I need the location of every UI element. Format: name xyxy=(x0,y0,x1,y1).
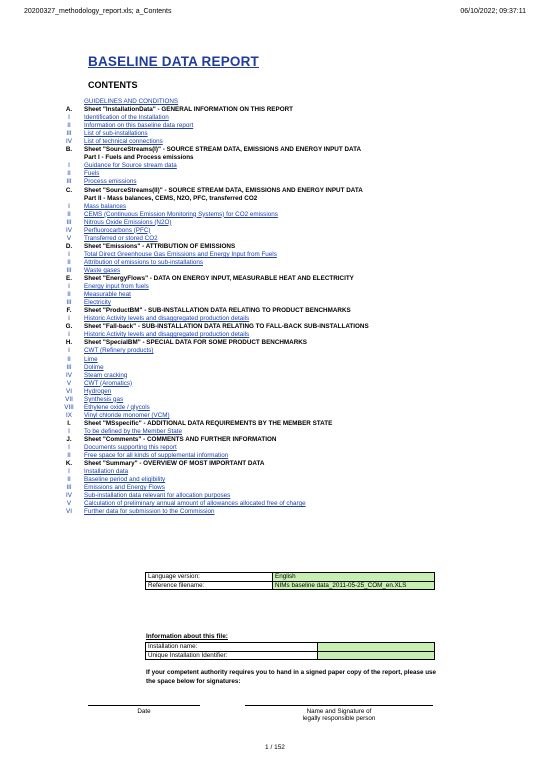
toc-text[interactable]: Waste gases xyxy=(84,266,121,274)
toc-text[interactable]: Total Direct Greenhouse Gas Emissions and Energy Input from Fuels xyxy=(84,250,277,258)
toc-link[interactable] xyxy=(54,444,524,452)
name-signature-label-line1: Name and Signature of xyxy=(306,708,372,715)
toc-section xyxy=(54,146,524,154)
toc-text[interactable]: Synthesis gas xyxy=(84,395,124,403)
toc-number: C. xyxy=(65,186,73,194)
toc-link[interactable] xyxy=(54,347,524,355)
installation-identifier-label: Unique Installation Identifier: xyxy=(146,651,318,660)
toc-number: III xyxy=(66,266,72,274)
toc-link[interactable] xyxy=(54,219,524,227)
date-label: Date xyxy=(137,708,151,715)
language-table xyxy=(145,572,435,590)
toc-text[interactable]: Hydrogen xyxy=(84,387,112,395)
toc-link[interactable] xyxy=(54,315,524,323)
reference-filename-label: Reference filename: xyxy=(146,581,273,590)
toc-link[interactable] xyxy=(54,211,524,219)
toc-text[interactable]: Energy input from fuels xyxy=(84,283,149,291)
toc-text[interactable]: Measurable heat xyxy=(84,291,131,299)
toc-number: I xyxy=(68,162,70,170)
toc-text[interactable]: Free space for all kinds of supplemental information xyxy=(84,452,229,460)
toc-number: I xyxy=(68,283,70,291)
toc-link[interactable] xyxy=(54,404,524,412)
toc-text: Sheet "SourceStreams(II)" - SOURCE STREAM DATA, EMISSIONS AND ENERGY INPUT DATA xyxy=(84,186,363,194)
toc-text[interactable]: Sub-installation data relevant for allocation purposes xyxy=(84,492,231,500)
toc-link[interactable] xyxy=(54,251,524,259)
toc-text: Sheet "SpecialBM" - SPECIAL DATA FOR SOME PRODUCT BENCHMARKS xyxy=(84,339,307,347)
toc-number xyxy=(54,98,84,106)
toc-link[interactable] xyxy=(54,162,524,170)
toc-link[interactable] xyxy=(54,291,524,299)
header-filename: 20200327_methodology_report.xls; a_Contents xyxy=(24,8,172,15)
toc-section xyxy=(54,243,524,251)
toc-text[interactable]: CWT (Refinery products) xyxy=(84,347,154,355)
toc-number: III xyxy=(66,299,72,307)
toc-text[interactable]: Installation data xyxy=(84,468,129,476)
installation-name-label: Installation name: xyxy=(146,643,318,652)
toc-text[interactable]: Historic Activity levels and disaggregated production details xyxy=(84,315,250,323)
toc-text[interactable]: Electricity xyxy=(84,299,111,307)
name-signature-line xyxy=(245,705,433,706)
toc-link[interactable] xyxy=(54,138,524,146)
table-of-contents xyxy=(54,98,524,516)
toc-subheading xyxy=(54,195,524,203)
toc-link[interactable] xyxy=(54,356,524,364)
header-datetime: 06/10/2022; 09:37:11 xyxy=(460,8,526,15)
toc-text[interactable]: CWT (Aromatics) xyxy=(84,379,133,387)
toc-link[interactable] xyxy=(54,452,524,460)
toc-number: I xyxy=(68,315,70,323)
toc-link[interactable] xyxy=(54,396,524,404)
toc-text: Sheet "EnergyFlows" - DATA ON ENERGY INPUT, MEASURABLE HEAT AND ELECTRICITY xyxy=(84,275,354,283)
toc-section xyxy=(54,420,524,428)
toc-link[interactable] xyxy=(54,299,524,307)
toc-link[interactable] xyxy=(54,492,524,500)
toc-section xyxy=(54,187,524,195)
toc-text: Sheet "Comments" - COMMENTS AND FURTHER INFORMATION xyxy=(84,435,277,443)
toc-text[interactable]: Dolime xyxy=(84,363,104,371)
toc-number: III xyxy=(66,484,72,492)
language-label: Language version: xyxy=(146,573,273,582)
toc-number: II xyxy=(67,452,71,460)
toc-text: Sheet "MSspecific" - ADDITIONAL DATA REQUIREMENTS BY THE MEMBER STATE xyxy=(84,419,333,427)
toc-number: IV xyxy=(66,226,72,234)
name-signature-label-line2: legally responsible person xyxy=(302,715,376,722)
toc-link[interactable] xyxy=(54,372,524,380)
toc-text[interactable]: CEMS (Continuous Emission Monitoring Systems) for CO2 emissions xyxy=(84,210,278,218)
toc-link[interactable] xyxy=(54,178,524,186)
toc-number: I xyxy=(68,331,70,339)
toc-text[interactable]: Steam cracking xyxy=(84,371,128,379)
toc-number: VII xyxy=(65,395,73,403)
toc-section xyxy=(54,460,524,468)
toc-text: Sheet "Fall-back" - SUB-INSTALLATION DATA RELATING TO FALL-BACK SUB-INSTALLATIONS xyxy=(84,323,369,331)
toc-number: IV xyxy=(66,371,72,379)
toc-text[interactable]: Historic Activity levels and disaggregated production details xyxy=(84,331,250,339)
toc-text[interactable]: Fuels xyxy=(84,170,100,178)
toc-text[interactable]: Information on this baseline data report xyxy=(84,122,194,130)
toc-number: G. xyxy=(65,323,73,331)
toc-text: Sheet "SourceStreams(I)" - SOURCE STREAM DATA, EMISSIONS AND ENERGY INPUT DATA xyxy=(84,146,362,154)
toc-number: II xyxy=(67,476,71,484)
toc-link[interactable] xyxy=(54,508,524,516)
toc-number: B. xyxy=(65,146,73,154)
toc-text[interactable]: Identification of the Installation xyxy=(84,114,169,122)
toc-text: Part I - Fuels and Process emissions xyxy=(84,154,194,162)
print-header xyxy=(24,8,526,15)
toc-number: II xyxy=(67,258,71,266)
toc-link[interactable] xyxy=(54,500,524,508)
toc-text[interactable]: Calculation of preliminary annual amount of allowances allocated free of charge xyxy=(84,500,306,508)
toc-number: I xyxy=(68,250,70,258)
toc-subheading xyxy=(54,154,524,162)
toc-number: IX xyxy=(66,411,72,419)
toc-section xyxy=(54,106,524,114)
toc-text[interactable]: Process emissions xyxy=(84,178,137,186)
toc-section xyxy=(54,339,524,347)
toc-number: III xyxy=(66,130,72,138)
toc-number: III xyxy=(66,363,72,371)
toc-number: I xyxy=(68,427,70,435)
toc-number: II xyxy=(67,210,71,218)
toc-text[interactable]: Baseline period and eligibility xyxy=(84,476,166,484)
toc-link[interactable] xyxy=(54,412,524,420)
toc-link[interactable] xyxy=(54,122,524,130)
page-number: 1 / 152 xyxy=(265,744,285,751)
toc-number: D. xyxy=(65,242,73,250)
toc-text[interactable]: Perfluorocarbons (PFC) xyxy=(84,226,151,234)
toc-number: IV xyxy=(66,492,72,500)
toc-link[interactable] xyxy=(54,380,524,388)
toc-text[interactable]: Ethylene oxide / glycols xyxy=(84,403,150,411)
toc-link[interactable] xyxy=(54,331,524,339)
toc-text[interactable]: Mass balances xyxy=(84,202,126,210)
toc-number: II xyxy=(67,355,71,363)
toc-number: V xyxy=(66,234,72,242)
toc-text[interactable]: Guidance for Source stream data xyxy=(84,162,177,170)
toc-number: IV xyxy=(66,138,72,146)
toc-number: VI xyxy=(66,387,72,395)
toc-number: VI xyxy=(66,508,72,516)
file-info-table xyxy=(145,642,435,660)
toc-link[interactable] xyxy=(54,283,524,291)
toc-text: Part II - Mass balances, CEMS, N2O, PFC, transferred CO2 xyxy=(84,194,258,202)
toc-link[interactable] xyxy=(54,259,524,267)
toc-number: II xyxy=(67,170,71,178)
toc-number: II xyxy=(67,122,71,130)
toc-number: K. xyxy=(65,460,73,468)
toc-number: F. xyxy=(66,307,72,315)
toc-link[interactable] xyxy=(54,388,524,396)
reference-filename-value[interactable]: NIMs baseline data_2011-05-25_COM_en.XLS xyxy=(273,581,435,590)
toc-number xyxy=(54,195,84,203)
toc-text[interactable]: List of sub-installations xyxy=(84,130,148,138)
toc-number: E. xyxy=(66,275,72,283)
toc-text: Sheet "ProductBM" - SUB-INSTALLATION DATA RELATING TO PRODUCT BENCHMARKS xyxy=(84,307,351,315)
toc-text[interactable]: Emissions and Energy Flows xyxy=(84,484,165,492)
toc-number: V xyxy=(66,500,72,508)
toc-link[interactable] xyxy=(54,428,524,436)
toc-text[interactable]: Further data for submission to the Commission xyxy=(84,508,215,516)
file-info-title: Information about this file: xyxy=(146,633,228,640)
toc-text: Sheet "InstallationData" - GENERAL INFORMATION ON THIS REPORT xyxy=(84,106,294,114)
toc-section xyxy=(54,275,524,283)
toc-number: V xyxy=(66,379,72,387)
toc-number: I. xyxy=(67,419,71,427)
toc-text[interactable]: Lime xyxy=(84,355,98,363)
name-signature-label xyxy=(245,708,433,722)
toc-link[interactable] xyxy=(54,476,524,484)
toc-link[interactable] xyxy=(54,98,524,106)
signature-note: If your competent authority requires you to hand in a signed paper copy of the report, please use the space below for signatures: xyxy=(146,669,437,685)
toc-section xyxy=(54,436,524,444)
toc-link[interactable] xyxy=(54,364,524,372)
toc-link[interactable] xyxy=(54,267,524,275)
toc-text: Sheet "Emissions" - ATTRIBUTION OF EMISSIONS xyxy=(84,242,236,250)
toc-link[interactable] xyxy=(54,235,524,243)
toc-section xyxy=(54,323,524,331)
toc-number: VIII xyxy=(64,403,74,411)
toc-text: Sheet "Summary" - OVERVIEW OF MOST IMPORTANT DATA xyxy=(84,460,265,468)
toc-text[interactable]: Vinyl chloride monomer (VCM) xyxy=(84,411,170,419)
toc-text[interactable]: Attribution of emissions to sub-installations xyxy=(84,258,203,266)
toc-link[interactable] xyxy=(54,170,524,178)
language-value[interactable]: English xyxy=(273,573,435,582)
toc-number: I xyxy=(68,114,70,122)
toc-text[interactable]: Nitrous Oxide Emissions (N2O) xyxy=(84,218,172,226)
toc-link[interactable] xyxy=(54,203,524,211)
toc-section xyxy=(54,307,524,315)
toc-number: III xyxy=(66,178,72,186)
toc-link[interactable] xyxy=(54,130,524,138)
toc-number: I xyxy=(68,468,70,476)
installation-name-field[interactable] xyxy=(318,643,435,652)
toc-number: II xyxy=(67,291,71,299)
toc-link[interactable] xyxy=(54,114,524,122)
toc-link[interactable] xyxy=(54,468,524,476)
toc-text[interactable]: Documents supporting this report xyxy=(84,444,177,452)
toc-number: I xyxy=(68,202,70,210)
toc-text[interactable]: GUIDELINES AND CONDITIONS xyxy=(84,98,179,105)
toc-text[interactable]: List of technical connections xyxy=(84,138,163,146)
toc-number: H. xyxy=(65,339,73,347)
date-signature-line xyxy=(88,705,200,706)
page-title: BASELINE DATA REPORT xyxy=(88,54,260,69)
toc-number xyxy=(54,154,84,162)
toc-text[interactable]: Transferred or stored CO2 xyxy=(84,234,158,242)
toc-link[interactable] xyxy=(54,484,524,492)
toc-number: III xyxy=(66,218,72,226)
toc-number: I xyxy=(68,444,70,452)
toc-link[interactable] xyxy=(54,227,524,235)
contents-heading: CONTENTS xyxy=(88,80,138,90)
toc-number: I xyxy=(68,347,70,355)
installation-identifier-field[interactable] xyxy=(318,651,435,660)
toc-text[interactable]: To be defined by the Member State xyxy=(84,427,183,435)
toc-number: J. xyxy=(66,435,72,443)
toc-number: A. xyxy=(65,106,73,114)
